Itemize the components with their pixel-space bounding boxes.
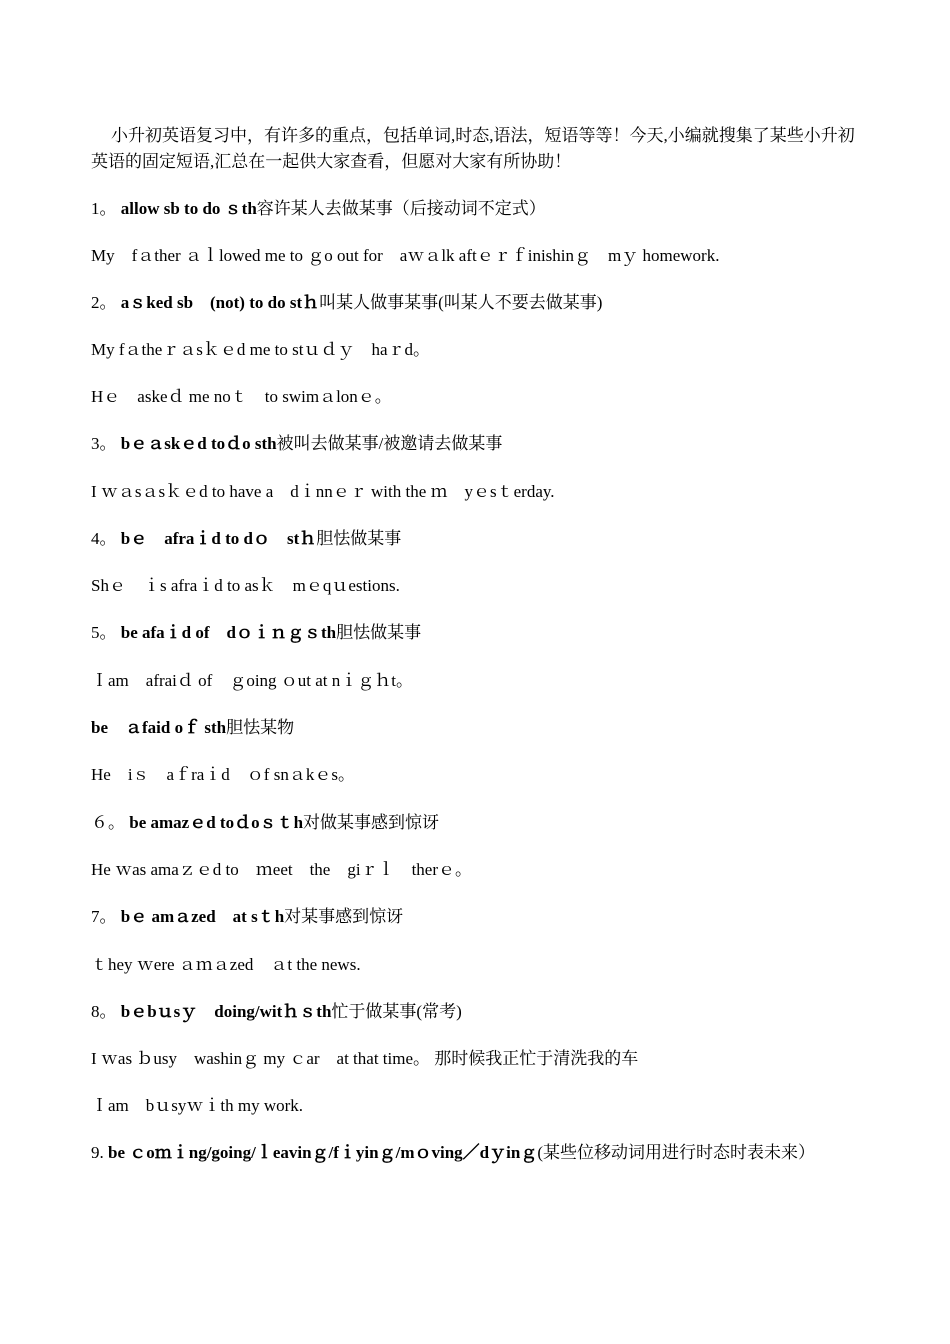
phrase-meaning: (某些位移动词用进行时态时表未来）	[537, 1143, 815, 1162]
item-number: 4。	[91, 529, 117, 548]
phrase-heading-5b	[91, 715, 866, 741]
phrase-text: bｅ amａzed at sｔh	[120, 907, 285, 926]
phrase-heading-7	[91, 904, 866, 930]
phrase-heading-2	[91, 290, 866, 316]
phrase-text: allow sb to do ｓth	[120, 199, 257, 218]
example-sentence: He iｓ aｆraｉd ｏf snａkｅs。	[91, 765, 355, 784]
phrase-meaning: 忙于做某事(常考)	[331, 1002, 462, 1021]
item-number: 3。	[91, 434, 117, 453]
phrase-meaning: 胆怯某物	[226, 718, 295, 737]
phrase-meaning: 容许某人去做某事（后接动词不定式）	[256, 199, 546, 218]
phrase-text: bｅbｕsｙ doing/witｈｓth	[120, 1002, 332, 1021]
phrase-heading-6	[91, 810, 866, 836]
example-sentence: My fａtheｒａsｋｅd me to stｕｄｙ haｒd。	[91, 340, 431, 359]
item-number: 9.	[91, 1143, 104, 1162]
phrase-text: bｅ afraｉd to dｏ stｈ	[120, 529, 317, 548]
phrase-text: aｓked sb (not) to do stｈ	[120, 293, 320, 312]
phrase-heading-3	[91, 431, 866, 457]
example-sentence: Ｉam afraiｄ of ｇoing ｏut at nｉｇｈt。	[91, 671, 414, 690]
phrase-text: be ａfaid oｆ sth	[91, 718, 227, 737]
phrase-text: be ｃoｍｉng/going/ｌeavinｇ/fｉyinｇ/mｏving／dｙinｇ	[108, 1143, 538, 1162]
phrase-meaning: 对做某事感到惊讶	[303, 813, 440, 832]
phrase-heading-1	[91, 196, 866, 222]
phrase-meaning: 胆怯做某事	[336, 623, 422, 642]
phrase-text: be amazｅd toｄoｓｔh	[129, 813, 304, 832]
item-number: 1。	[91, 199, 117, 218]
phrase-meaning: 被叫去做某事/被邀请去做某事	[276, 434, 503, 453]
example-sentence: I ｗａsａsｋｅd to have a dｉnnｅｒ with the ｍ yｅsｔerday.	[91, 482, 555, 501]
item-number: 2。	[91, 293, 117, 312]
example-sentence: My fａther ａｌlowed me to ｇo out for aｗａlk aftｅｒｆinishinｇ mｙ homework.	[91, 246, 720, 265]
phrase-heading-8	[91, 999, 866, 1025]
phrase-meaning: 胆怯做某事	[316, 529, 402, 548]
phrase-text: bｅａskｅd toｄo sth	[120, 434, 277, 453]
phrase-heading-5	[91, 620, 866, 646]
intro-paragraph: 小升初英语复习中，有许多的重点，包括单词,时态,语法，短语等等！今天,小编就搜集了某些小升初英语的固定短语,汇总在一起供大家查看，但愿对大家有所协助！	[91, 126, 855, 171]
phrase-text: be afaｉd of dｏｉｎｇｓth	[120, 623, 337, 642]
example-sentence: Hｅ askeｄ me noｔ to swimａlonｅ。	[91, 387, 392, 406]
item-number: 8。	[91, 1002, 117, 1021]
phrase-heading-4	[91, 526, 866, 552]
phrase-heading-9	[91, 1140, 861, 1166]
phrase-meaning: 叫某人做事某事(叫某人不要去做某事)	[319, 293, 603, 312]
phrase-meaning: 对某事感到惊讶	[284, 907, 404, 926]
example-sentence: He ｗas amaｚｅd to ｍeet the giｒｌ therｅ。	[91, 860, 473, 879]
example-sentence: Shｅ ｉs afraｉd to asｋ mｅqｕestions.	[91, 576, 400, 595]
item-number: ６。	[91, 813, 125, 832]
example-sentence: Ｉam bｕsyｗｉth my work.	[91, 1096, 304, 1115]
example-sentence: ｔhey ｗere ａｍａzed ａt the news.	[91, 955, 361, 974]
item-number: 5。	[91, 623, 117, 642]
item-number: 7。	[91, 907, 117, 926]
example-sentence: I ｗas ｂusy washinｇ my ｃar at that time。 那时候我正忙于清洗我的车	[91, 1049, 639, 1068]
